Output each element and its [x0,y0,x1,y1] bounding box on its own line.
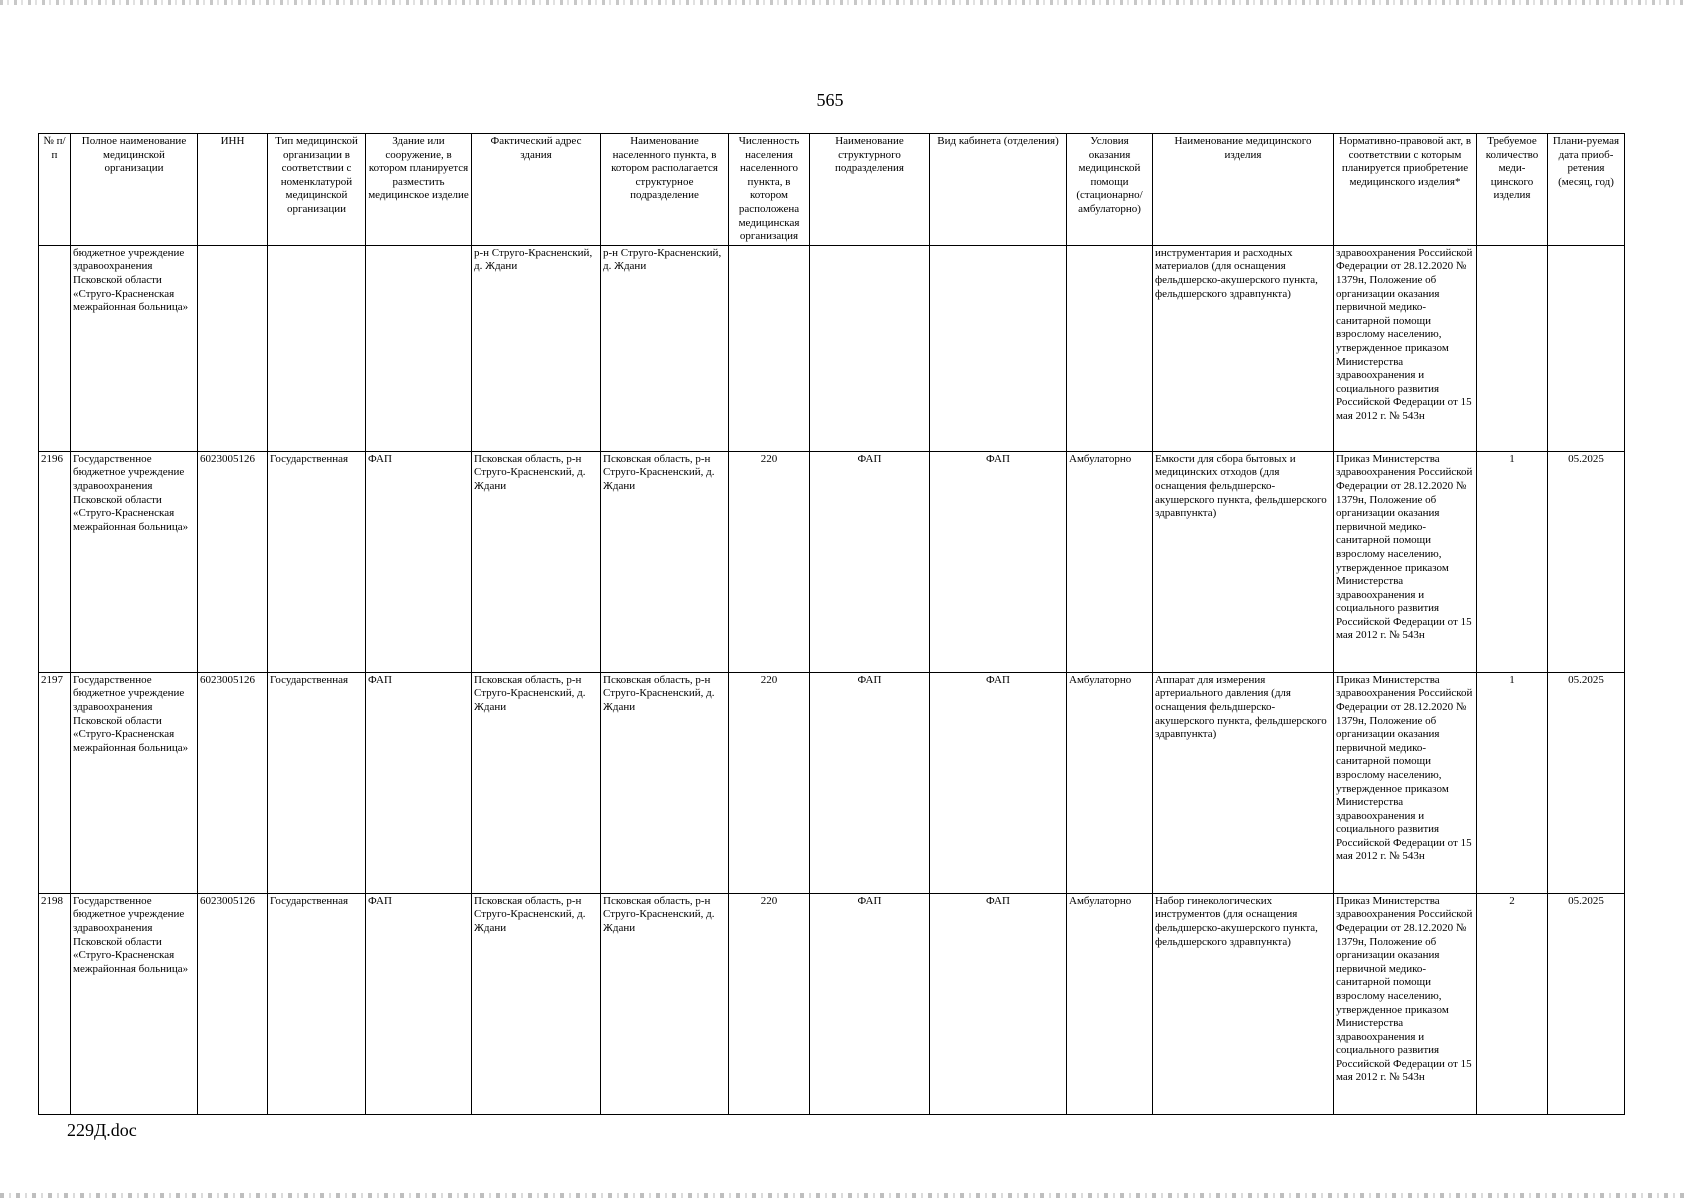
table-cell: 220 [729,893,810,1114]
table-cell [930,245,1067,451]
header-cell: Здание или сооружение, в котором планируется разместить медицинское изделие [366,134,472,246]
table-cell: 6023005126 [198,451,268,672]
table-cell: 220 [729,451,810,672]
table-cell: ФАП [366,672,472,893]
header-cell: Тип медицинской организации в соответствии с номенклатурой медицинской организации [268,134,366,246]
table-row [39,451,1625,672]
table-cell: Приказ Министерства здравоохранения Российской Федерации от 28.12.2020 № 1379н, Положение об организации оказания первичной медико-санитарной помощи взрослому населению, утвержденное приказом Министерства здравоохранения и социального развития Российской Федерации от 15 мая 2012 г. № 543н [1334,672,1477,893]
scan-edge-bottom [0,1193,1686,1198]
table-cell: Государственная [268,893,366,1114]
page-number: 565 [816,90,844,110]
table-cell: 05.2025 [1548,893,1625,1114]
header-cell: ИНН [198,134,268,246]
table-cell: 2 [1477,893,1548,1114]
table-cell: 220 [729,672,810,893]
header-cell: Плани-руемая дата приоб-ретения (месяц, год) [1548,134,1625,246]
table-cell: Псковская область, р-н Струго-Красненский, д. Ждани [601,893,729,1114]
table-cell: Государственное бюджетное учреждение здравоохранения Псковской области «Струго-Красненская межрайонная больница» [71,451,198,672]
table-cell [366,245,472,451]
table-cell: ФАП [810,893,930,1114]
table-cell: 2198 [39,893,71,1114]
table-cell: Приказ Министерства здравоохранения Российской Федерации от 28.12.2020 № 1379н, Положение об организации оказания первичной медико-санитарной помощи взрослому населению, утвержденное приказом Министерства здравоохранения и социального развития Российской Федерации от 15 мая 2012 г. № 543н [1334,893,1477,1114]
table-cell: бюджетное учреждение здравоохранения Псковской области «Струго-Красненская межрайонная больница» [71,245,198,451]
header-cell: Вид кабинета (отделения) [930,134,1067,246]
table-cell [39,245,71,451]
table-cell: Государственное бюджетное учреждение здравоохранения Псковской области «Струго-Красненская межрайонная больница» [71,672,198,893]
table-cell: ФАП [930,893,1067,1114]
equipment-table [38,133,1625,1115]
table-row [39,245,1625,451]
table-cell: Аппарат для измерения артериального давления (для оснащения фельдшерско-акушерского пункта, фельдшерского здравпункта) [1153,672,1334,893]
table-cell: 05.2025 [1548,451,1625,672]
table-cell: Набор гинекологических инструментов (для оснащения фельдшерско-акушерского пункта, фельдшерского здравпункта) [1153,893,1334,1114]
table-cell [1548,245,1625,451]
table-cell: здравоохранения Российской Федерации от 28.12.2020 № 1379н, Положение об организации оказания первичной медико-санитарной помощи взрослому населению, утвержденное приказом Министерства здравоохранения и социального развития Российской Федерации от 15 мая 2012 г. № 543н [1334,245,1477,451]
table-cell: ФАП [810,672,930,893]
table-cell: Псковская область, р-н Струго-Красненский, д. Ждани [601,672,729,893]
table-cell: Амбулаторно [1067,893,1153,1114]
table-cell: ФАП [930,451,1067,672]
scan-edge-top [0,0,1686,5]
table-cell: Псковская область, р-н Струго-Красненский, д. Ждани [472,451,601,672]
table-cell: Амбулаторно [1067,451,1153,672]
table-cell: инструментария и расходных материалов (для оснащения фельдшерско-акушерского пункта, фельдшерского здравпункта) [1153,245,1334,451]
table-cell: Псковская область, р-н Струго-Красненский, д. Ждани [601,451,729,672]
table-cell: ФАП [366,893,472,1114]
table-cell: Государственная [268,451,366,672]
table-cell: Псковская область, р-н Струго-Красненский, д. Ждани [472,893,601,1114]
header-cell: Фактический адрес здания [472,134,601,246]
table-row [39,893,1625,1114]
table-cell: 05.2025 [1548,672,1625,893]
table-cell: р-н Струго-Красненский, д. Ждани [472,245,601,451]
table-cell: 6023005126 [198,672,268,893]
table-cell: 6023005126 [198,893,268,1114]
header-cell: Полное наименование медицинской организации [71,134,198,246]
table-cell [1477,245,1548,451]
table-cell [1067,245,1153,451]
header-cell: Численность населения населенного пункта, в котором расположена медицинская организация [729,134,810,246]
footer-filename: 229Д.doc [67,1120,137,1140]
table-cell: 1 [1477,451,1548,672]
header-cell: Условия оказания медицинской помощи (стационарно/ амбулаторно) [1067,134,1153,246]
header-cell: Наименование медицинского изделия [1153,134,1334,246]
table-cell: 2197 [39,672,71,893]
header-cell: Наименование населенного пункта, в котором располагается структурное подразделение [601,134,729,246]
table-cell: 2196 [39,451,71,672]
table-cell: Государственное бюджетное учреждение здравоохранения Псковской области «Струго-Красненская межрайонная больница» [71,893,198,1114]
table-row [39,672,1625,893]
table-cell: ФАП [810,451,930,672]
table-cell: ФАП [366,451,472,672]
table-cell [268,245,366,451]
table-cell: Емкости для сбора бытовых и медицинских отходов (для оснащения фельдшерско-акушерского пункта, фельдшерского здравпункта) [1153,451,1334,672]
table-cell: ФАП [930,672,1067,893]
header-cell: № п/п [39,134,71,246]
table-cell: Амбулаторно [1067,672,1153,893]
header-cell: Наименование структурного подразделения [810,134,930,246]
header-cell: Нормативно-правовой акт, в соответствии с которым планируется приобретение медицинского изделия* [1334,134,1477,246]
table-cell: Псковская область, р-н Струго-Красненский, д. Ждани [472,672,601,893]
table-cell: 1 [1477,672,1548,893]
header-cell: Требуемое количество меди-цинского изделия [1477,134,1548,246]
table-cell [810,245,930,451]
table-cell: Государственная [268,672,366,893]
table-cell: Приказ Министерства здравоохранения Российской Федерации от 28.12.2020 № 1379н, Положение об организации оказания первичной медико-санитарной помощи взрослому населению, утвержденное приказом Министерства здравоохранения и социального развития Российской Федерации от 15 мая 2012 г. № 543н [1334,451,1477,672]
table-cell [729,245,810,451]
table-cell [198,245,268,451]
table-header-row [39,134,1625,246]
table-cell: р-н Струго-Красненский, д. Ждани [601,245,729,451]
